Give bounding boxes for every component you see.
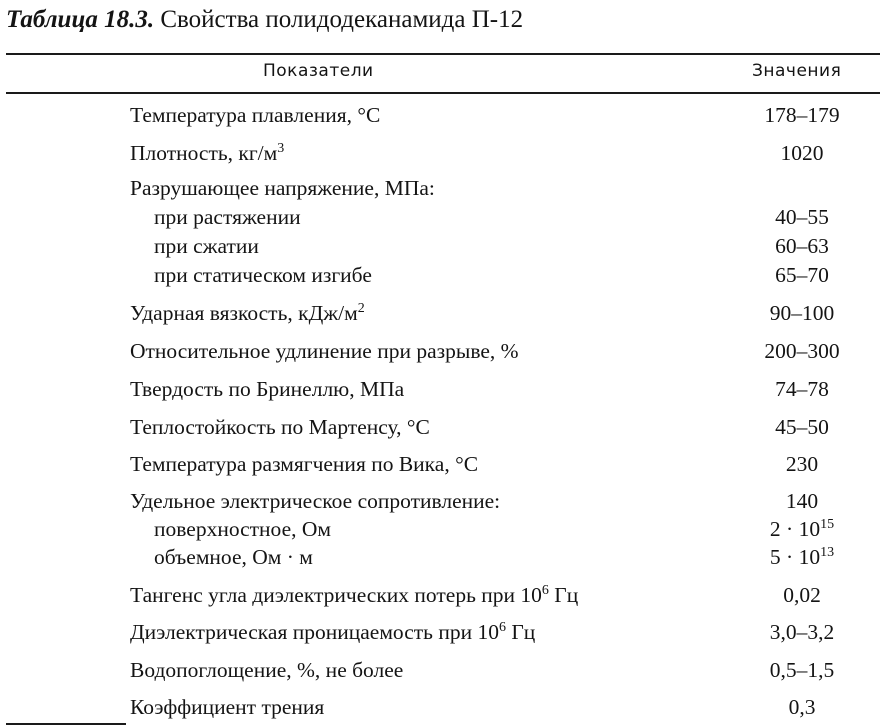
table-row	[0, 260, 882, 290]
table-row	[0, 449, 882, 479]
property-subitem-name: при статическом изгибе	[154, 263, 372, 287]
property-value: 1020	[780, 141, 824, 165]
table-caption-title: Свойства полидодеканамида П-12	[160, 6, 524, 33]
table-row	[0, 412, 882, 442]
property-value: $5 \cdot 10^{13}$	[769, 545, 835, 569]
table-row	[0, 486, 882, 516]
property-value: 74–78	[775, 377, 829, 401]
table-header-rule	[6, 92, 880, 94]
table-row	[0, 374, 882, 404]
table-caption	[6, 6, 523, 34]
property-value: 200–300	[764, 339, 840, 363]
property-value: 45–50	[775, 415, 829, 439]
property-name: Температура плавления, °С	[130, 103, 381, 127]
property-value: 65–70	[775, 263, 829, 287]
property-name: Твердость по Бринеллю, МПа	[130, 377, 405, 401]
property-value: 0,02	[783, 583, 821, 607]
table-bottom-rule	[6, 723, 126, 725]
property-subitem-name: при сжатии	[154, 234, 259, 258]
property-value: 230	[785, 452, 819, 476]
table-row	[0, 231, 882, 261]
property-group-name: Удельное электрическое сопротивление:	[130, 489, 501, 513]
table-row	[0, 202, 882, 232]
property-subitem-name: поверхностное, Ом	[154, 517, 331, 541]
table-caption-label: Таблица 18.3.	[6, 6, 155, 33]
property-name: Относительное удлинение при разрыве, %	[130, 339, 519, 363]
table-row	[0, 336, 882, 366]
property-value: 178–179	[764, 103, 840, 127]
property-value: $2 \cdot 10^{15}$	[769, 517, 835, 541]
column-header-values: Значения	[752, 61, 842, 81]
property-value: 40–55	[775, 205, 829, 229]
column-header-properties: Показатели	[263, 61, 374, 81]
table-top-rule	[6, 53, 880, 55]
property-name: Ударная вязкость, кДж/$м^2$	[130, 301, 365, 325]
table-row	[0, 542, 882, 572]
property-name: Коэффициент трения	[130, 695, 325, 719]
property-name: Водопоглощение, %, не более	[130, 658, 404, 682]
table-row	[0, 138, 882, 168]
table-row	[0, 100, 882, 130]
property-subitem-name: при растяжении	[154, 205, 301, 229]
table-row	[0, 655, 882, 685]
property-group-name: Разрушающее напряжение, МПа:	[130, 176, 435, 200]
property-name: Температура размягчения по Вика, °С	[130, 452, 479, 476]
property-name: Тангенс угла диэлектрических потерь при $10^6$ Гц	[130, 583, 579, 607]
property-value: 60–63	[775, 234, 829, 258]
table-row	[0, 298, 882, 328]
property-name: Диэлектрическая проницаемость при $10^6$ Гц	[130, 620, 536, 644]
property-value: 140	[785, 489, 819, 513]
property-subitem-name: объемное, Ом · м	[154, 545, 313, 569]
property-value: 0,3	[788, 695, 816, 719]
property-value: 90–100	[769, 301, 835, 325]
property-name: Плотность, $кг/м^3$	[130, 141, 285, 165]
table-row	[0, 617, 882, 647]
property-name: Теплостойкость по Мартенсу, °С	[130, 415, 430, 439]
table-row	[0, 514, 882, 544]
property-value: 0,5–1,5	[769, 658, 835, 682]
property-value: 3,0–3,2	[769, 620, 835, 644]
table-row	[0, 173, 882, 203]
table-row	[0, 580, 882, 610]
table-row	[0, 692, 882, 722]
